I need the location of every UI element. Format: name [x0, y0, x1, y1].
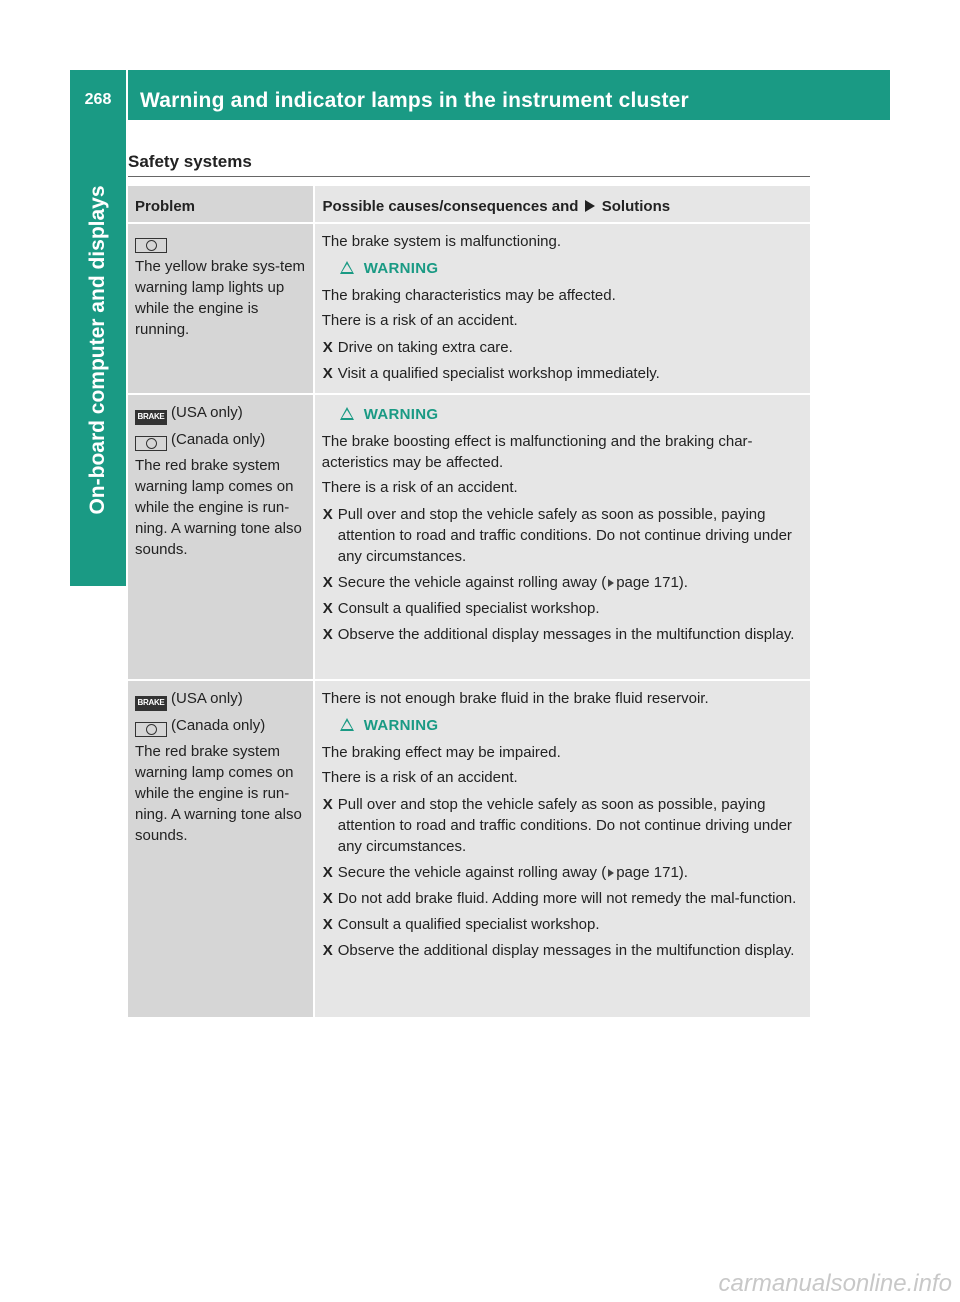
warning-triangle-icon	[340, 718, 354, 731]
warning-line: The brake boosting effect is malfunctioning and the braking char-acteristics may be affected.	[321, 433, 753, 471]
canada-only-label: (Canada only)	[171, 431, 266, 448]
step-item: X Pull over and stop the vehicle safely as soon as possible, paying attention to road and traffic conditions. Do not continue driving under any circumstances.	[322, 506, 792, 565]
warning-line: There is a risk of an accident.	[321, 479, 518, 496]
header-divider	[126, 70, 128, 120]
page-reference[interactable]: page 171).	[616, 864, 688, 881]
col-header-solutions	[313, 186, 810, 222]
step-item: X Visit a qualified specialist workshop immediately.	[322, 365, 660, 382]
cause-text: There is not enough brake fluid in the brake fluid reservoir.	[321, 690, 709, 707]
page-title: Warning and indicator lamps in the instrument cluster	[140, 89, 689, 112]
page-reference-icon	[608, 869, 614, 877]
warning-line: The braking effect may be impaired.	[321, 744, 561, 761]
step-item: X Observe the additional display messages in the multifunction display.	[322, 626, 795, 643]
step-item: X Consult a qualified specialist workshop.	[322, 600, 600, 617]
col-header-problem: Problem	[128, 186, 313, 222]
warning-triangle-icon	[340, 407, 354, 420]
canada-only-label: (Canada only)	[171, 717, 266, 734]
brake-lamp-icon: BRAKE	[135, 410, 167, 425]
step-item: X Drive on taking extra care.	[322, 339, 513, 356]
side-tab-label: On-board computer and displays	[86, 185, 109, 515]
cause-text: The brake system is malfunctioning.	[321, 233, 562, 250]
solution-cell	[313, 224, 810, 393]
problem-text: The yellow brake sys-tem warning lamp lights up while the engine is running.	[135, 258, 306, 338]
warning-heading: WARNING	[340, 258, 803, 279]
arrow-right-icon	[585, 200, 595, 212]
page-reference-icon	[608, 579, 614, 587]
problem-cell	[128, 395, 313, 679]
table-header-row	[128, 186, 810, 224]
warning-line: The braking characteristics may be affected.	[321, 287, 616, 304]
step-item: X Do not add brake fluid. Adding more will not remedy the mal-function.	[322, 890, 797, 907]
solution-cell	[313, 681, 810, 1017]
table-row	[128, 224, 810, 395]
warning-heading: WARNING	[340, 715, 803, 736]
warning-heading: WARNING	[340, 404, 803, 425]
step-item: X Consult a qualified specialist workshop.	[322, 916, 600, 933]
page-reference[interactable]: page 171).	[616, 574, 688, 591]
section-divider	[128, 176, 810, 177]
step-item: X Secure the vehicle against rolling away ( page 171).	[322, 864, 688, 881]
problem-text: The red brake system warning lamp comes on while the engine is run-ning. A warning tone also sounds.	[135, 457, 302, 558]
warning-line: There is a risk of an accident.	[321, 769, 518, 786]
section-title: Safety systems	[128, 152, 252, 171]
header-bar	[70, 70, 890, 120]
col-header-solutions-prefix: Possible causes/consequences and	[322, 198, 579, 215]
table-row	[128, 681, 810, 1019]
table-row	[128, 395, 810, 681]
brake-lamp-icon: BRAKE	[135, 696, 167, 711]
safety-systems-table	[128, 186, 810, 1019]
col-header-solutions-suffix: Solutions	[601, 198, 671, 215]
problem-cell	[128, 224, 313, 393]
warning-line: There is a risk of an accident.	[321, 312, 518, 329]
warning-triangle-icon	[340, 261, 354, 274]
step-item: X Pull over and stop the vehicle safely as soon as possible, paying attention to road and traffic conditions. Do not continue driving under any circumstances.	[322, 796, 792, 855]
usa-only-label: (USA only)	[171, 404, 243, 421]
problem-text: The red brake system warning lamp comes on while the engine is run-ning. A warning tone also sounds.	[135, 743, 302, 844]
problem-cell	[128, 681, 313, 1017]
brake-warning-lamp-icon	[135, 238, 167, 253]
usa-only-label: (USA only)	[171, 690, 243, 707]
solution-cell	[313, 395, 810, 679]
brake-warning-lamp-icon	[135, 722, 167, 737]
brake-warning-lamp-icon	[135, 436, 167, 451]
page-number: 268	[84, 91, 112, 108]
step-item: X Secure the vehicle against rolling away ( page 171).	[322, 574, 688, 591]
step-item: X Observe the additional display messages in the multifunction display.	[322, 942, 795, 959]
watermark: carmanualsonline.info	[718, 1270, 952, 1297]
